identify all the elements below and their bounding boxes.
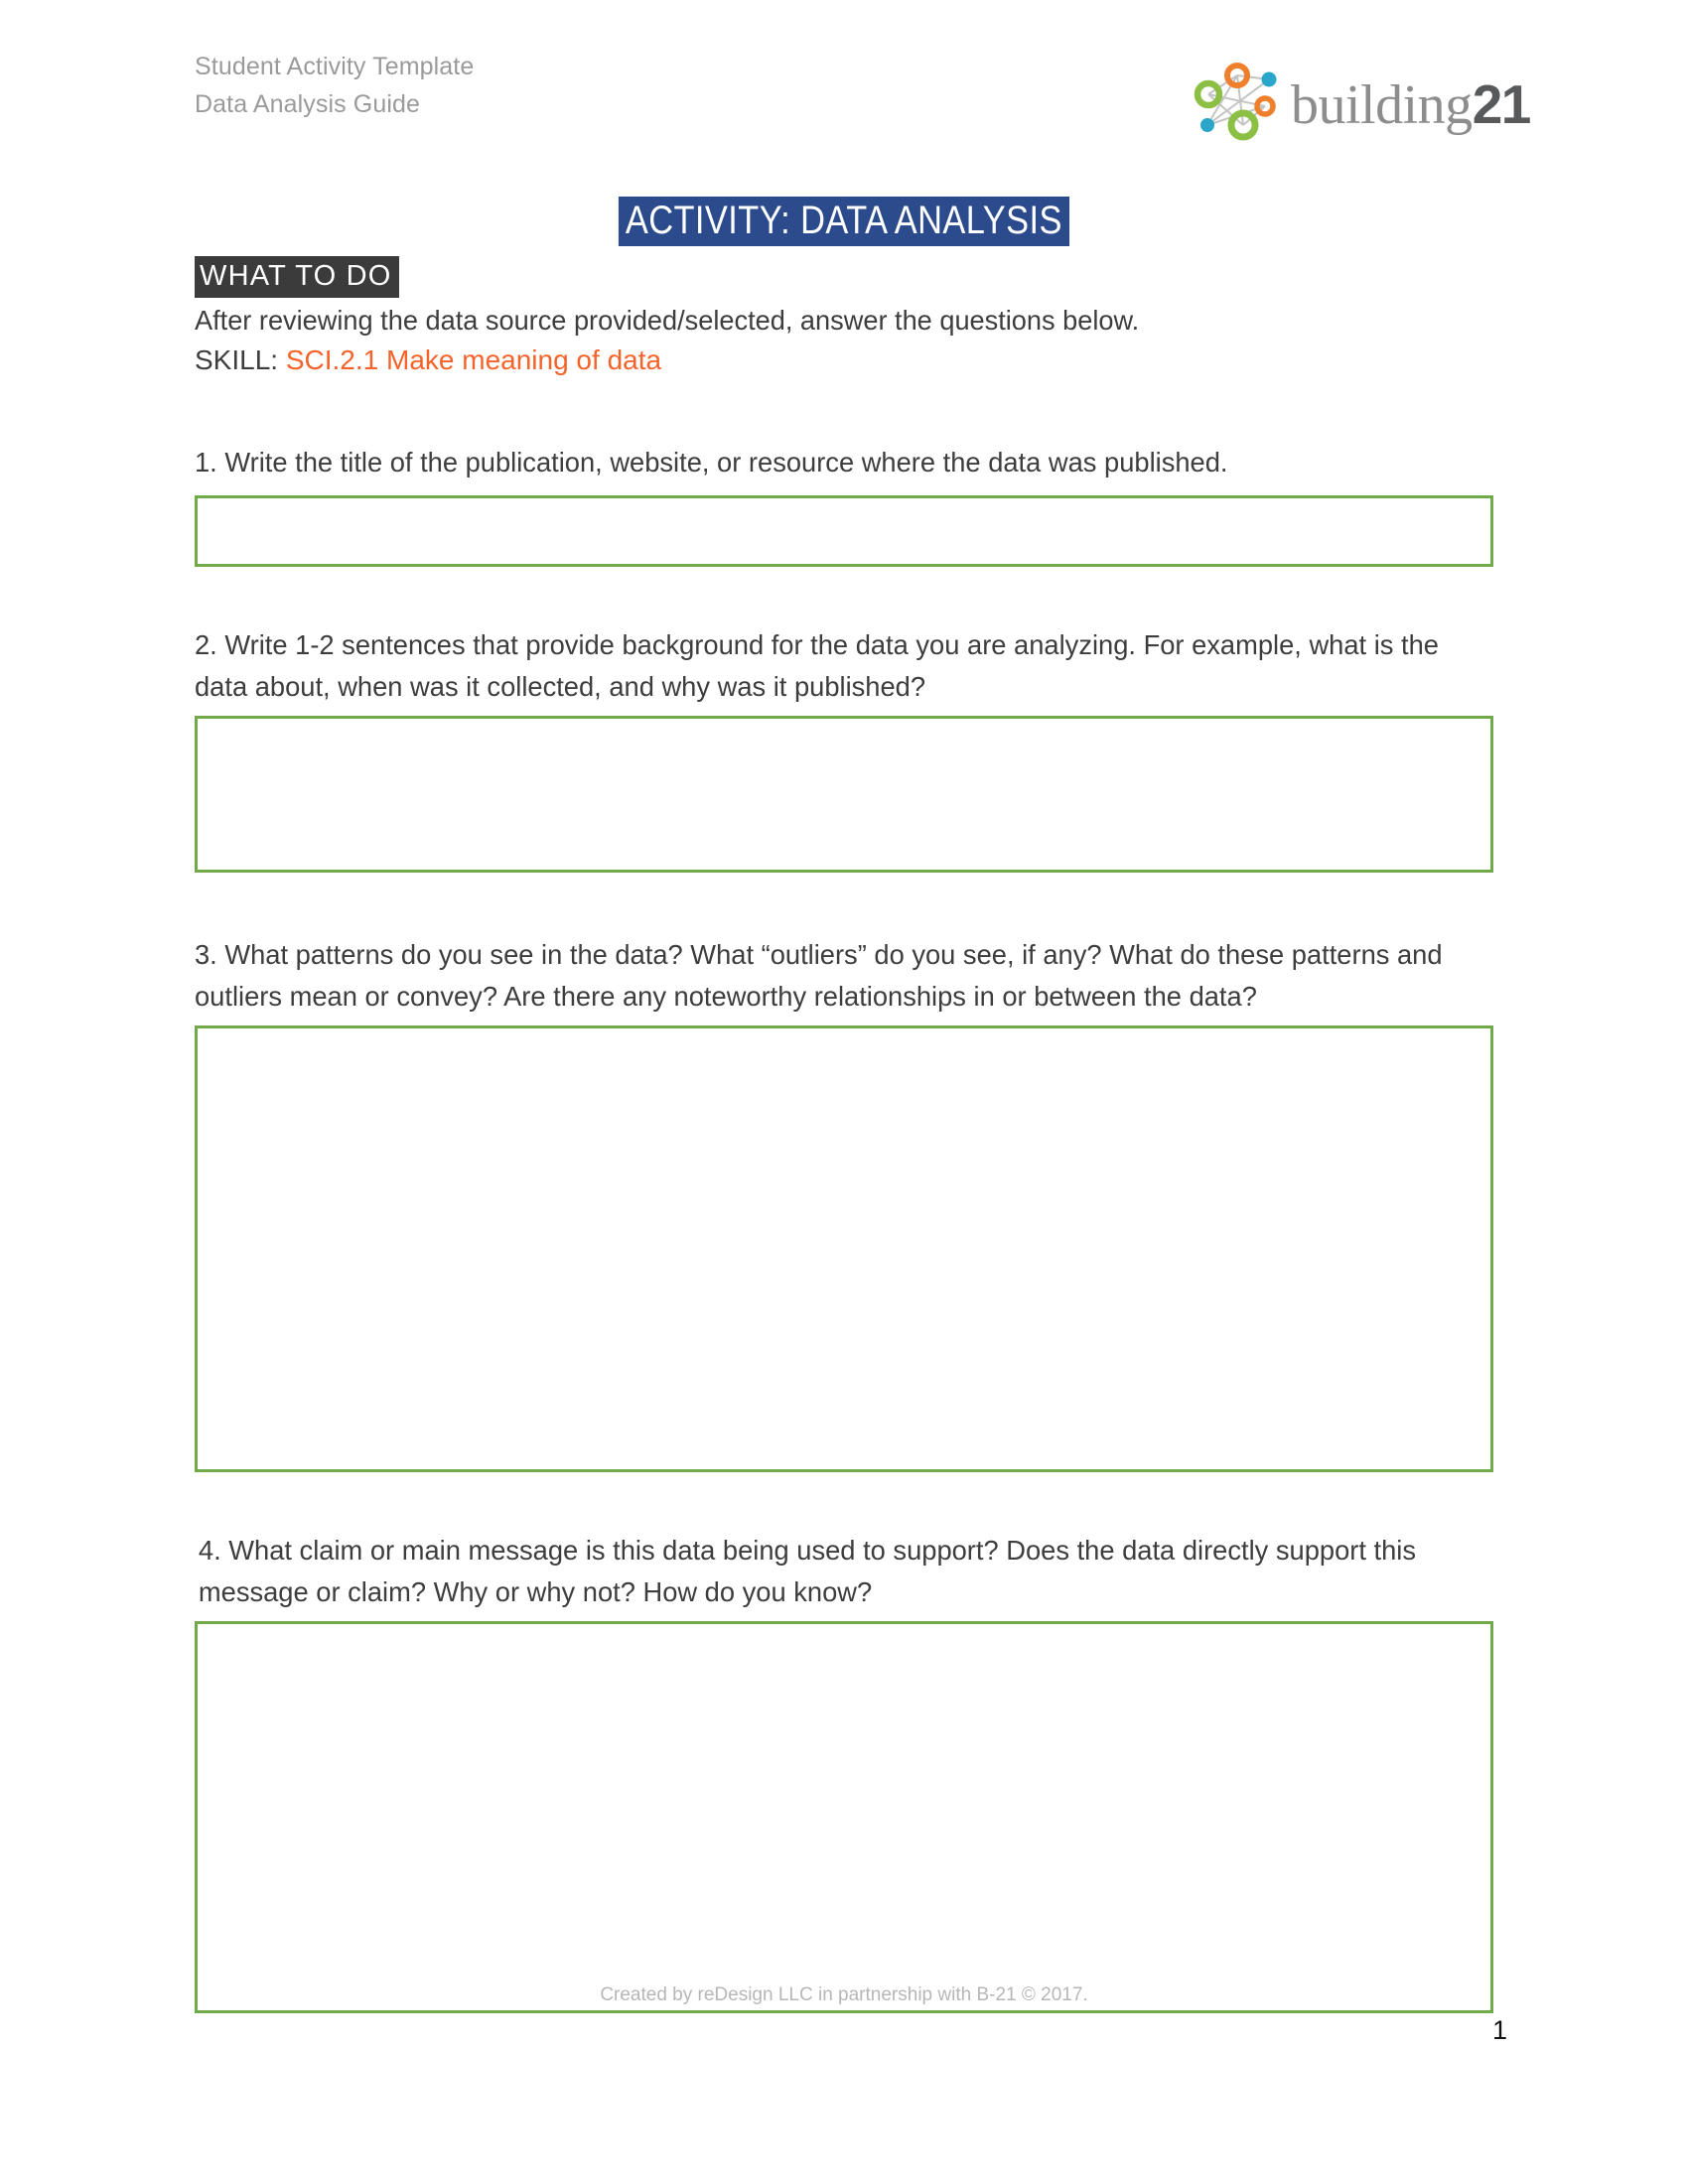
activity-title-row: [0, 197, 1688, 246]
document-body: [195, 256, 1493, 2013]
blue-dot-top-right-icon: [1262, 72, 1277, 87]
question-1-answer-box[interactable]: [195, 495, 1493, 567]
question-4-text: 4. What claim or main message is this data being used to support? Does the data directly support this message or claim? Why or why not? How do you know?: [198, 1535, 1417, 1607]
header-line-template-name: Student Activity Template: [195, 53, 475, 80]
question-2-answer-box[interactable]: [195, 716, 1493, 873]
page-number: 1: [1491, 2015, 1507, 2045]
question-3-text: 3. What patterns do you see in the data? What “outliers” do you see, if any? What do these patterns and outliers mean or convey? Are there any noteworthy relationships in or between the data?: [195, 939, 1443, 1012]
header-line-guide-name: Data Analysis Guide: [195, 90, 421, 118]
footer-credit: Created by reDesign LLC in partnership with B-21 © 2017.: [600, 1984, 1088, 2005]
skill-value: SCI.2.1 Make meaning of data: [285, 344, 662, 375]
question-2-text: 2. Write 1-2 sentences that provide background for the data you are analyzing. For example, what is the data about, when was it collected, and why was it published?: [195, 629, 1439, 702]
spacer-after-q3: [195, 1472, 1493, 1530]
logo-word-building: building: [1291, 73, 1473, 136]
question-1-text: 1. Write the title of the publication, website, or resource where the data was published.: [195, 447, 1228, 478]
blue-dot-bottom-left-icon: [1200, 118, 1214, 132]
question-3-answer-box[interactable]: [195, 1025, 1493, 1472]
skill-line: [195, 341, 1493, 380]
logo-wordmark: [1291, 72, 1530, 136]
page-header: [195, 48, 1530, 157]
building21-logo: [1192, 56, 1530, 147]
what-to-do-heading: WHAT TO DO: [195, 256, 399, 298]
spacer-after-q2: [195, 873, 1493, 934]
logo-word-21: 21: [1472, 72, 1530, 135]
what-to-do-instruction: After reviewing the data source provided/selected, answer the questions below.: [195, 305, 1140, 336]
activity-title-banner: ACTIVITY: DATA ANALYSIS: [619, 197, 1069, 246]
building21-logo-mark: [1192, 60, 1287, 143]
skill-label: SKILL:: [195, 344, 279, 375]
question-4-answer-box[interactable]: [195, 1621, 1493, 2013]
spacer-after-q1: [195, 567, 1493, 624]
header-title-block: [195, 48, 474, 123]
